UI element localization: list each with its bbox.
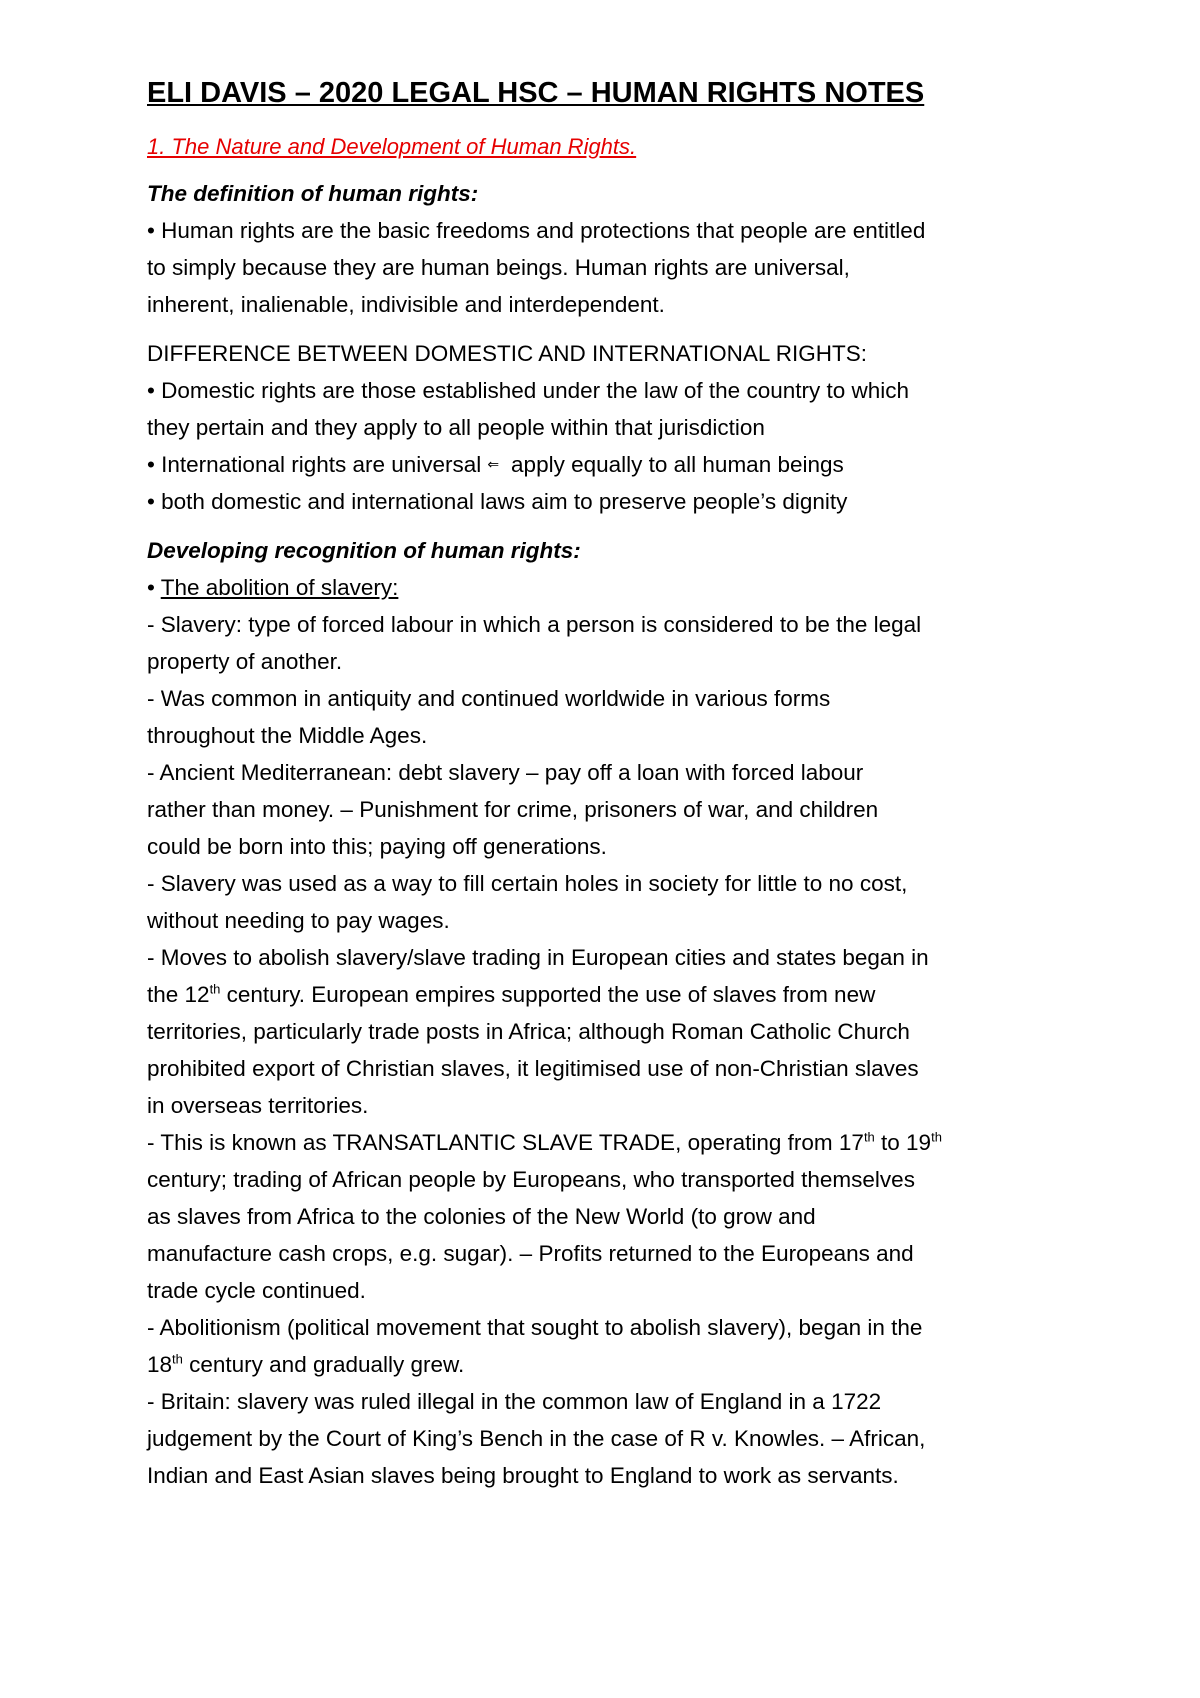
definition-block: [147, 175, 1070, 323]
body-line: [147, 1346, 1070, 1383]
body-line: without needing to pay wages.: [147, 908, 450, 934]
definition-heading: The definition of human rights:: [147, 181, 479, 207]
body-line: prohibited export of Christian slaves, it legitimised use of non-Christian slaves: [147, 1056, 919, 1082]
body-line: - Abolitionism (political movement that sought to abolish slavery), began in the: [147, 1315, 923, 1341]
difference-text-line: they pertain and they apply to all people within that jurisdiction: [147, 415, 765, 441]
body-line: could be born into this; paying off generations.: [147, 834, 607, 860]
difference-text-line: [147, 446, 1070, 483]
body-line: Indian and East Asian slaves being brought to England to work as servants.: [147, 1463, 899, 1489]
recognition-heading: Developing recognition of human rights:: [147, 538, 581, 564]
ordinal-suffix: th: [209, 981, 221, 997]
body-text: - This is known as TRANSATLANTIC SLAVE TRADE, operating from 17: [147, 1130, 864, 1156]
ordinal-suffix: th: [172, 1351, 183, 1367]
international-rights-text: • International rights are universal: [147, 452, 482, 478]
left-arrow-icon: ⇐: [487, 456, 500, 473]
body-line: as slaves from Africa to the colonies of the New World (to grow and: [147, 1204, 816, 1230]
body-line: territories, particularly trade posts in Africa; although Roman Catholic Church: [147, 1019, 910, 1045]
ordinal-suffix: th: [863, 1129, 875, 1145]
ordinal-suffix: th: [931, 1129, 942, 1145]
body-line: [147, 976, 1070, 1013]
body-line: - Britain: slavery was ruled illegal in the common law of England in a 1722: [147, 1389, 882, 1415]
body-line: throughout the Middle Ages.: [147, 723, 428, 749]
body-line: - Moves to abolish slavery/slave trading in European cities and states began in: [147, 945, 929, 971]
body-text: century and gradually grew.: [182, 1352, 465, 1378]
difference-text-line: • both domestic and international laws aim to preserve people’s dignity: [147, 489, 848, 515]
difference-heading: DIFFERENCE BETWEEN DOMESTIC AND INTERNATIONAL RIGHTS:: [147, 341, 868, 367]
definition-text-line: • Human rights are the basic freedoms and protections that people are entitled: [147, 218, 926, 244]
bullet: •: [147, 575, 161, 601]
body-line: in overseas territories.: [147, 1093, 369, 1119]
international-rights-text-continued: apply equally to all human beings: [511, 452, 844, 478]
body-line: [147, 1124, 1070, 1161]
body-text: the 12: [147, 982, 210, 1008]
body-line: - Slavery: type of forced labour in which a person is considered to be the legal: [147, 612, 922, 638]
definition-text-line: to simply because they are human beings. Human rights are universal,: [147, 255, 850, 281]
body-line: trade cycle continued.: [147, 1278, 366, 1304]
body-text: century. European empires supported the use of slaves from new: [220, 982, 876, 1008]
difference-block: [147, 335, 1070, 520]
section-heading: 1. The Nature and Development of Human Rights.: [147, 133, 637, 159]
body-line: - Was common in antiquity and continued worldwide in various forms: [147, 686, 831, 712]
body-text: to 19: [874, 1130, 932, 1156]
body-line: manufacture cash crops, e.g. sugar). – Profits returned to the Europeans and: [147, 1241, 914, 1267]
recognition-block: [147, 532, 1070, 1494]
slavery-subheading-line: [147, 569, 1070, 606]
document-title: ELI DAVIS – 2020 LEGAL HSC – HUMAN RIGHTS NOTES: [147, 77, 925, 109]
slavery-subheading: The abolition of slavery:: [160, 575, 399, 601]
definition-text-line: inherent, inalienable, indivisible and interdependent.: [147, 292, 665, 318]
body-line: - Ancient Mediterranean: debt slavery – pay off a loan with forced labour: [147, 760, 864, 786]
body-line: rather than money. – Punishment for crime, prisoners of war, and children: [147, 797, 879, 823]
difference-text-line: • Domestic rights are those established under the law of the country to which: [147, 378, 910, 404]
body-line: century; trading of African people by Europeans, who transported themselves: [147, 1167, 915, 1193]
body-line: - Slavery was used as a way to fill certain holes in society for little to no cost,: [147, 871, 908, 897]
body-line: judgement by the Court of King’s Bench in the case of R v. Knowles. – African,: [147, 1426, 926, 1452]
body-text: 18: [147, 1352, 173, 1378]
body-line: property of another.: [147, 649, 343, 675]
